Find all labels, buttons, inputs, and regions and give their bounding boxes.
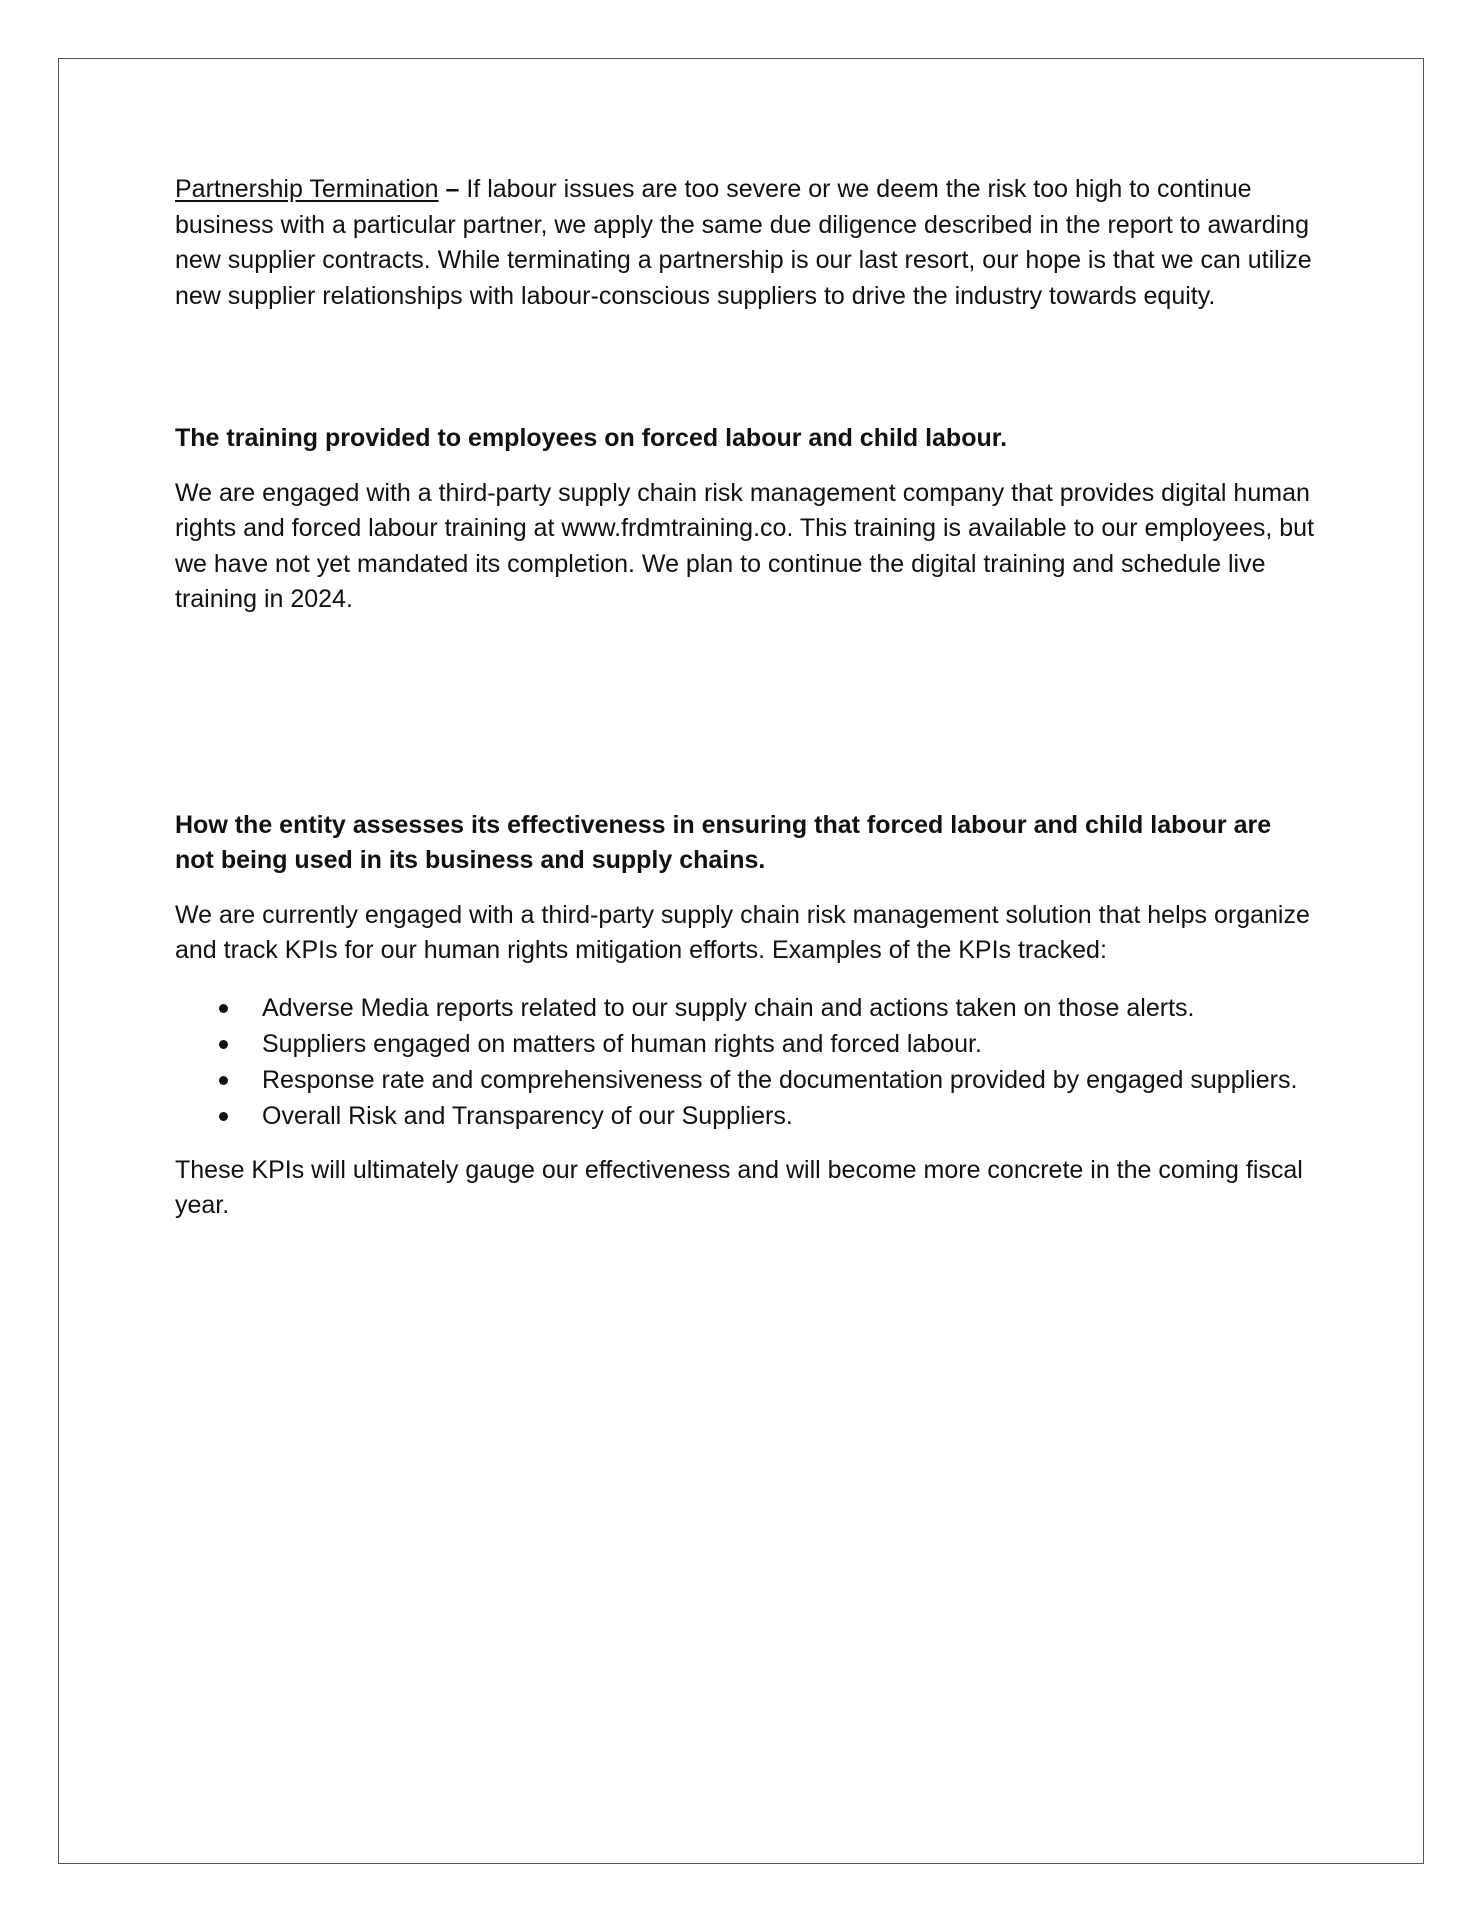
bullet-icon <box>219 1004 228 1013</box>
kpi-text: Response rate and comprehensiveness of the documentation provided by engaged suppliers. <box>262 1065 1298 1094</box>
training-heading: The training provided to employees on forced labour and child labour. <box>175 424 1008 452</box>
list-item <box>175 990 1315 1026</box>
partnership-termination-dash: – <box>438 175 467 203</box>
document-body <box>175 172 1315 1224</box>
bullet-icon <box>219 1040 228 1049</box>
kpi-text: Overall Risk and Transparency of our Suppliers. <box>262 1101 793 1130</box>
partnership-termination-text: If labour issues are too severe or we deem the risk too high to continue business with a particular partner, we apply the same due diligence described in the report to awarding new supplier contracts. While terminating a partnership is our last resort, our hope is that we can utilize new supplier relationships with labour-conscious suppliers to drive the industry towards equity. <box>175 175 1312 310</box>
partnership-termination-label: Partnership Termination <box>175 175 439 203</box>
bullet-icon <box>219 1112 228 1121</box>
partnership-termination-paragraph <box>175 172 1315 314</box>
bullet-icon <box>219 1076 228 1085</box>
list-item <box>175 1098 1315 1134</box>
kpi-text: Suppliers engaged on matters of human rights and forced labour. <box>262 1029 982 1058</box>
training-body: We are engaged with a third-party supply chain risk management company that provides digital human rights and forced labour training at www.frdmtraining.co. This training is available to our employees, but we have not yet mandated its completion. We plan to continue the digital training and schedule live training in 2024. <box>175 478 1315 613</box>
effectiveness-heading: How the entity assesses its effectiveness in ensuring that forced labour and child labour are not being used in its business and supply chains. <box>175 810 1272 874</box>
effectiveness-intro: We are currently engaged with a third-party supply chain risk management solution that helps organize and track KPIs for our human rights mitigation efforts. Examples of the KPIs tracked: <box>175 900 1310 964</box>
list-item <box>175 1062 1315 1098</box>
kpi-list <box>175 990 1315 1134</box>
effectiveness-closing: These KPIs will ultimately gauge our effectiveness and will become more concrete in the coming fiscal year. <box>175 1155 1303 1219</box>
list-item <box>175 1026 1315 1062</box>
kpi-text: Adverse Media reports related to our supply chain and actions taken on those alerts. <box>262 993 1195 1022</box>
